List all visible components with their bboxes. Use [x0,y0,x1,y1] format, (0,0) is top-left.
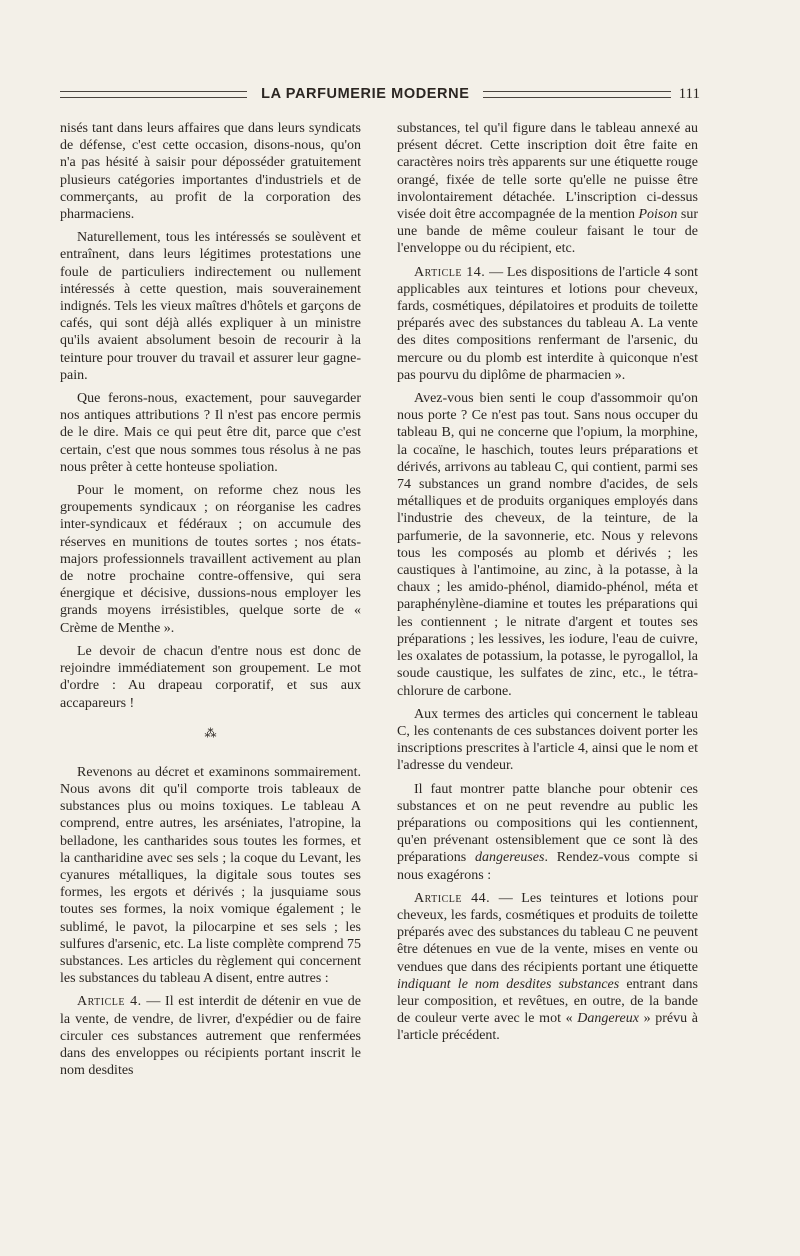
article-label: Article 4. [77,994,142,1010]
paragraph: Naturellement, tous les intéressés se soulèvent et entraînent, dans leurs légitimes protestations une foule de particuliers indirectement ou nullement intéressés à cette question, mais souverainement indignés. Tels les vieux maîtres d'hôtels et garçons de cafés, qui sont déjà allés expliquer à un ministre qu'ils avaient absolument besoin de recourir à la teinture pour trouver du travail et assurer leur gagne-pain. [60,230,361,383]
article-label: Article 14. [414,264,486,280]
italic-text: Dangereux [577,1011,639,1027]
section-separator: ⁂ [204,725,217,740]
paragraph-text: Il faut montrer patte blanche pour obtenir ces substances et on ne peut revendre au public les préparations ou compositions qui les contiennent, qu'en prévenant ostensiblement que ce sont là des préparations [397,781,698,866]
italic-text: Poison [638,207,678,223]
header-rule-right [483,91,670,98]
paragraph-text: . Rendez-vous compte si nous exagérons : [397,850,698,883]
paragraph [60,993,361,1079]
paragraph-text: — Les dispositions de l'article 4 sont applicables aux teintures et lotions pour cheveux, fards, cosmétiques, dépilatoires et produits de toilette préparés avec des substances du tableau A. La vente des dites compositions renfermant de l'arsenic, du mercure ou du plomb est interdite à quiconque n'est pas pourvu du diplôme de pharmacien ». [397,264,698,383]
running-header [60,82,700,106]
paragraph: Avez-vous bien senti le coup d'assommoir qu'on nous porte ? Ce n'est pas tout. Sans nous occuper du tableau B, qui ne concerne que l'opium, la morphine, la cocaïne, le haschich, toutes leurs préparations et dérivés, arrivons au tableau C, qui contient, parmi ses 74 substances un grand nombre d'acides, de sels métalliques et de produits organiques employés dans l'industrie des cheveux, de la teinture, de la parfumerie, de la savonnerie, etc. Nous y relevons tous les composés au plomb et dérivés ; les caustiques à l'antimoine, au zinc, à la potasse, à la chaux ; les amido-phénol, diamido-phénol, méta et paraphénylène-diamine et toutes les préparations qui les contiennent ; le nitrate d'argent et toutes ses préparations ; les lessives, les iodure, l'eau de cuivre, les oxalates de potassium, la potasse, le pyrogallol, la soude caustique, les sulfates de zinc, etc., le tétra-chlorure de carbone. [397,391,698,699]
journal-title: LA PARFUMERIE MODERNE [261,86,470,102]
left-column [60,120,361,1085]
paragraph: Aux termes des articles qui concernent le tableau C, les contenants de ces substances doivent porter les inscriptions prescrites à l'article 4, ainsi que le nom et l'adresse du vendeur. [397,706,698,774]
paragraph-text: entrant dans leur composition, et revêtues, en outre, de la bande de couleur verte avec le mot « [397,976,699,1027]
paragraph [397,264,698,384]
page-number: 111 [678,85,700,102]
paragraph: Que ferons-nous, exactement, pour sauvegarder nos antiques attributions ? Il n'est pas encore permis de le dire. Mais ce qui peut être dit, parce que c'est certain, c'est que nous sommes tous résolus à ne pas nous prêter à cette honteuse spoliation. [60,391,361,475]
paragraph: Le devoir de chacun d'entre nous est donc de rejoindre immédiatement son groupement. Le mot d'ordre : Au drapeau corporatif, et sus aux accapareurs ! [60,643,361,711]
paragraph: nisés tant dans leurs affaires que dans leurs syndicats de défense, c'est cette occasion, disons-nous, qu'on n'a pas hésité à saisir pour déposséder gratuitement plusieurs catégories importantes d'industriels et de commerçants, au profit de la corporation des pharmaciens. [60,121,361,223]
right-column [397,120,698,1051]
italic-text: dangereuses [475,850,545,866]
paragraph-text: — Les teintures et lotions pour cheveux, les fards, cosmétiques et produits de toilette préparés avec des substances du tableau C ne peuvent être détenues en vue de la vente, mises en vente ou vendues que dans des récipients portant une étiquette [397,890,698,975]
header-rule-left [60,91,247,98]
paragraph: Revenons au décret et examinons sommairement. Nous avons dit qu'il comporte trois tableaux de substances plus ou moins toxiques. Le tableau A comprend, entre autres, les arséniates, l'atropine, la belladone, les cantharides sous toutes les formes, et la cantharidine avec ses sels ; la coque du Levant, les cyanures métalliques, la digitale sous toutes ses formes, les ergots et dérivés ; la jusquiame sous toutes ses formes, la noix vomique également ; le sublimé, le pavot, la pilocarpine et ses sels ; les sulfures d'arsenic, etc. La liste complète comprend 75 substances. Les articles du règlement qui concernent les substances du tableau A disent, entre autres : [60,764,361,987]
paragraph [397,890,698,1045]
paragraph [397,120,698,258]
paragraph-text: — Il est interdit de détenir en vue de la vente, de vendre, de livrer, d'expédier ou de faire circuler ces substances autrement que renfermées dans des enveloppes ou récipients portant inscrit le nom desdites [60,994,361,1079]
article-label: Article 44. [414,890,491,906]
paragraph-text: » prévu à l'article précédent. [397,1011,698,1044]
paragraph-text: substances, tel qu'il figure dans le tableau annexé au présent décret. Cette inscription doit être faite en caractères noirs très apparents sur une étiquette rouge orangé, fixée de telle sorte qu'elle ne puisse être involontairement détachée. L'inscription ci-dessus visée doit être accompagnée de la mention [397,121,698,223]
paragraph: Pour le moment, on reforme chez nous les groupements syndicaux ; on réorganise les cadres inter-syndicaux et fédéraux ; on accumule des réserves en munitions de toutes sortes ; nos états-majors professionnels travaillent activement au plan de notre prochaine contre-offensive, qui sera énergique et décisive, dussions-nous employer les grands moyens irrésistibles, quelque sorte de « Crème de Menthe ». [60,483,361,636]
italic-text: indiquant le nom desdites substances [397,976,620,992]
paragraph [397,781,698,884]
paragraph-text: sur une bande de même couleur faisant le tour de l'enveloppe ou du récipient, etc. [397,207,698,257]
